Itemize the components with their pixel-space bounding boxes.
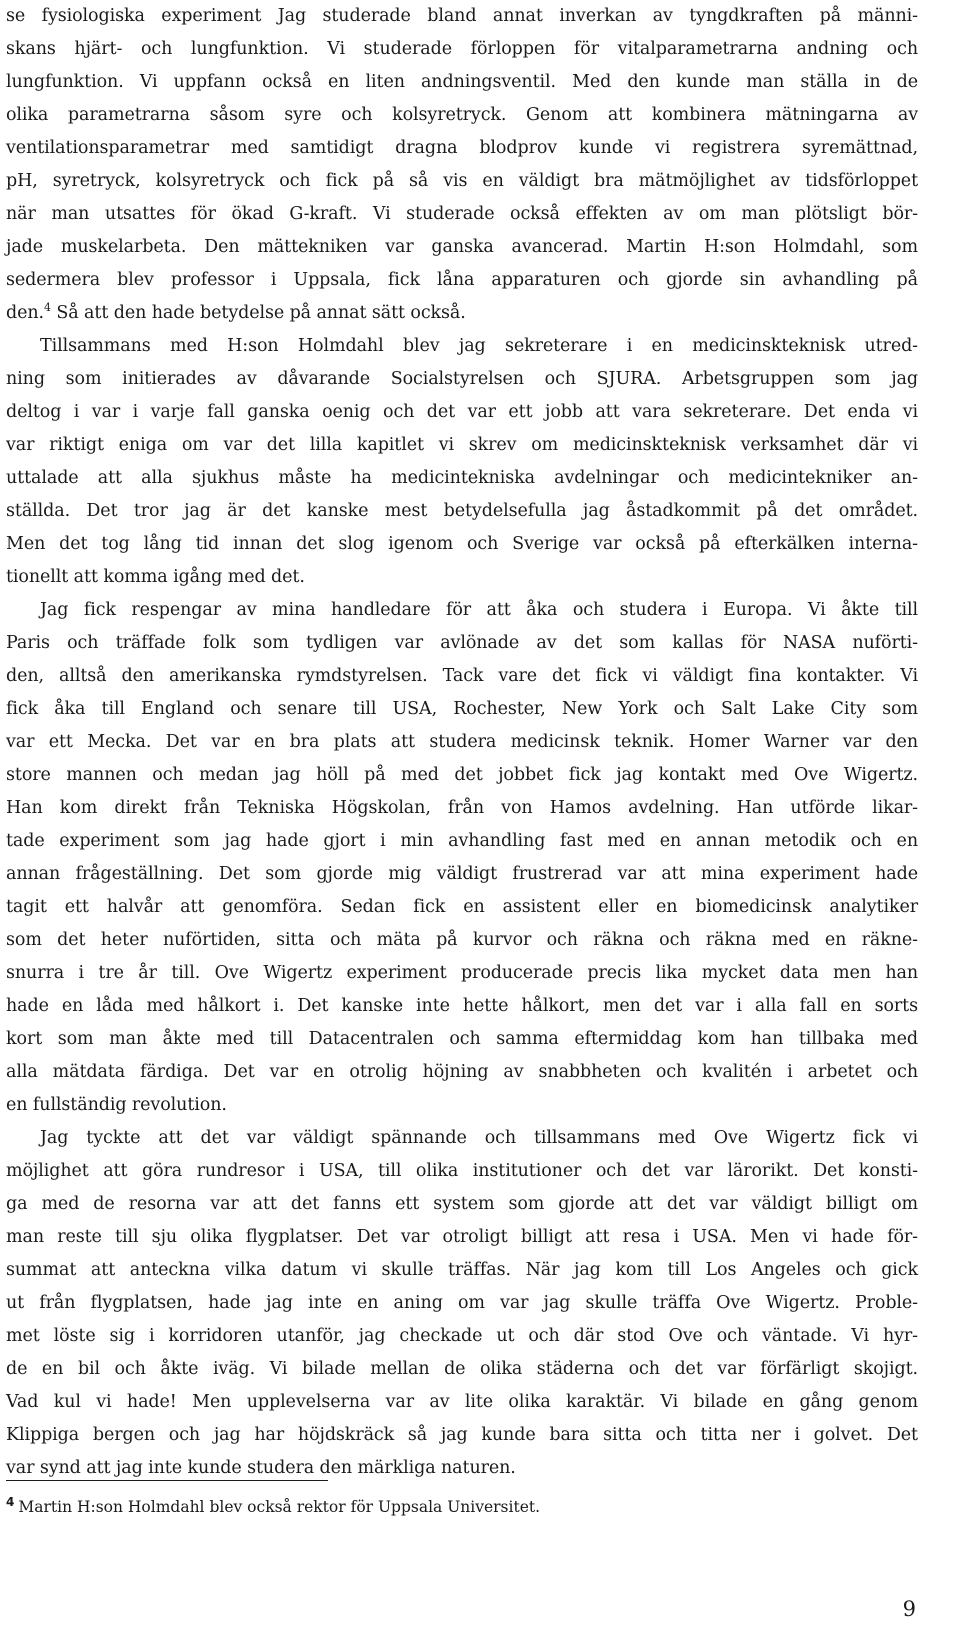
text-line: tagit ett halvår att genomföra. Sedan fick en assistent eller en biomedicinsk analytiker (6, 897, 918, 917)
text-line: uttalade att alla sjukhus måste ha medicintekniska avdelningar och medicintekniker an- (6, 468, 918, 488)
footnote-reference[interactable]: 4 (44, 301, 51, 315)
text-line: store mannen och medan jag höll på med det jobbet fick jag kontakt med Ove Wigertz. (6, 765, 918, 785)
text-line: ning som initierades av dåvarande Socialstyrelsen och SJURA. Arbetsgruppen som jag (6, 369, 918, 389)
text-line: met löste sig i korridoren utanför, jag checkade ut och där stod Ove och väntade. Vi hyr- (6, 1326, 918, 1346)
text-segment: Så att den hade betydelse på annat sätt också. (50, 303, 466, 323)
text-line: alla mätdata färdiga. Det var en otrolig höjning av snabbheten och kvalitén i arbetet och (6, 1062, 918, 1082)
text-segment: den. (6, 303, 44, 323)
text-line: se fysiologiska experiment Jag studerade bland annat inverkan av tyngdkraften på männi- (6, 6, 918, 26)
text-line: tade experiment som jag hade gjort i min avhandling fast med en annan metodik och en (6, 831, 918, 851)
text-line: olika parametrarna såsom syre och kolsyretryck. Genom att kombinera mätningarna av (6, 105, 918, 125)
text-line: Vad kul vi hade! Men upplevelserna var av lite olika karaktär. Vi bilade en gång genom (6, 1392, 918, 1412)
text-line: de en bil och åkte iväg. Vi bilade mellan de olika städerna och det var förfärligt skojigt. (6, 1359, 918, 1379)
text-line: ga med de resorna var att det fanns ett system som gjorde att det var väldigt billigt om (6, 1194, 918, 1214)
text-line: sedermera blev professor i Uppsala, fick låna apparaturen och gjorde sin avhandling på (6, 270, 918, 290)
footnote-marker: 4 (6, 1494, 15, 1509)
footnote-separator (6, 1480, 328, 1481)
paragraph-last-line: var synd att jag inte kunde studera den märkliga naturen. (6, 1458, 516, 1478)
footnote (6, 1496, 540, 1518)
text-line: när man utsattes för ökad G-kraft. Vi studerade också effekten av om man plötsligt bör- (6, 204, 918, 224)
text-line: var riktigt eniga om var det lilla kapitlet vi skrev om medicinskteknisk verksamhet där vi (6, 435, 918, 455)
text-line: man reste till sju olika flygplatser. Det var otroligt billigt att resa i USA. Men vi hade för- (6, 1227, 918, 1247)
text-line: Klippiga bergen och jag har höjdskräck så jag kunde bara sitta och titta ner i golvet. Det (6, 1425, 918, 1445)
text-line: pH, syretryck, kolsyretryck och fick på så vis en väldigt bra mätmöjlighet av tidsförloppet (6, 171, 918, 191)
text-line: Men det tog lång tid innan det slog igenom och Sverige var också på efterkälken interna- (6, 534, 918, 554)
paragraph-last-line: en fullständig revolution. (6, 1095, 227, 1115)
footnote-text: Martin H:son Holmdahl blev också rektor för Uppsala Universitet. (18, 1498, 541, 1516)
text-line: kort som man åkte med till Datacentralen och samma eftermiddag kom han tillbaka med (6, 1029, 918, 1049)
text-line: fick åka till England och senare till USA, Rochester, New York och Salt Lake City som (6, 699, 918, 719)
text-line: summat att anteckna vilka datum vi skulle träffas. När jag kom till Los Angeles och gick (6, 1260, 918, 1280)
text-line: deltog i var i varje fall ganska oenig och det var ett jobb att vara sekreterare. Det enda vi (6, 402, 918, 422)
text-line: möjlighet att göra rundresor i USA, till olika institutioner och det var lärorikt. Det konsti- (6, 1161, 918, 1181)
paragraph-first-line: Jag tyckte att det var väldigt spännande och tillsammans med Ove Wigertz fick vi (40, 1128, 918, 1148)
text-line: den, alltså den amerikanska rymdstyrelsen. Tack vare det fick vi väldigt fina kontakter. Vi (6, 666, 918, 686)
page-number: 9 (902, 1597, 916, 1621)
text-line: hade en låda med hålkort i. Det kanske inte hette hålkort, men det var i alla fall en sorts (6, 996, 918, 1016)
text-line: var ett Mecka. Det var en bra plats att studera medicinsk teknik. Homer Warner var den (6, 732, 918, 752)
text-line: som det heter nuförtiden, sitta och mäta på kurvor och räkna och räkna med en räkne- (6, 930, 918, 950)
text-line: lungfunktion. Vi uppfann också en liten andningsventil. Med den kunde man ställa in de (6, 72, 918, 92)
document-body (6, 0, 918, 1485)
text-line: Paris och träffade folk som tydligen var avlönade av det som kallas för NASA nuförti- (6, 633, 918, 653)
text-line: jade muskelarbeta. Den mättekniken var ganska avancerad. Martin H:son Holmdahl, som (6, 237, 918, 257)
text-line: annan frågeställning. Det som gjorde mig väldigt frustrerad var att mina experiment hade (6, 864, 918, 884)
paragraph-first-line: Tillsammans med H:son Holmdahl blev jag sekreterare i en medicinskteknisk utred- (40, 336, 918, 356)
text-line-with-footnote-ref (6, 297, 918, 330)
text-line: skans hjärt- och lungfunktion. Vi studerade förloppen för vitalparametrarna andning och (6, 39, 918, 59)
paragraph-last-line: tionellt att komma igång med det. (6, 567, 305, 587)
text-line: ventilationsparametrar med samtidigt dragna blodprov kunde vi registrera syremättnad, (6, 138, 918, 158)
text-line: ställda. Det tror jag är det kanske mest betydelsefulla jag åstadkommit på det området. (6, 501, 918, 521)
text-line: ut från flygplatsen, hade jag inte en aning om var jag skulle träffa Ove Wigertz. Proble- (6, 1293, 918, 1313)
paragraph-first-line: Jag fick respengar av mina handledare för att åka och studera i Europa. Vi åkte till (40, 600, 918, 620)
text-line: Han kom direkt från Tekniska Högskolan, från von Hamos avdelning. Han utförde likar- (6, 798, 918, 818)
text-line: snurra i tre år till. Ove Wigertz experiment producerade precis lika mycket data men han (6, 963, 918, 983)
